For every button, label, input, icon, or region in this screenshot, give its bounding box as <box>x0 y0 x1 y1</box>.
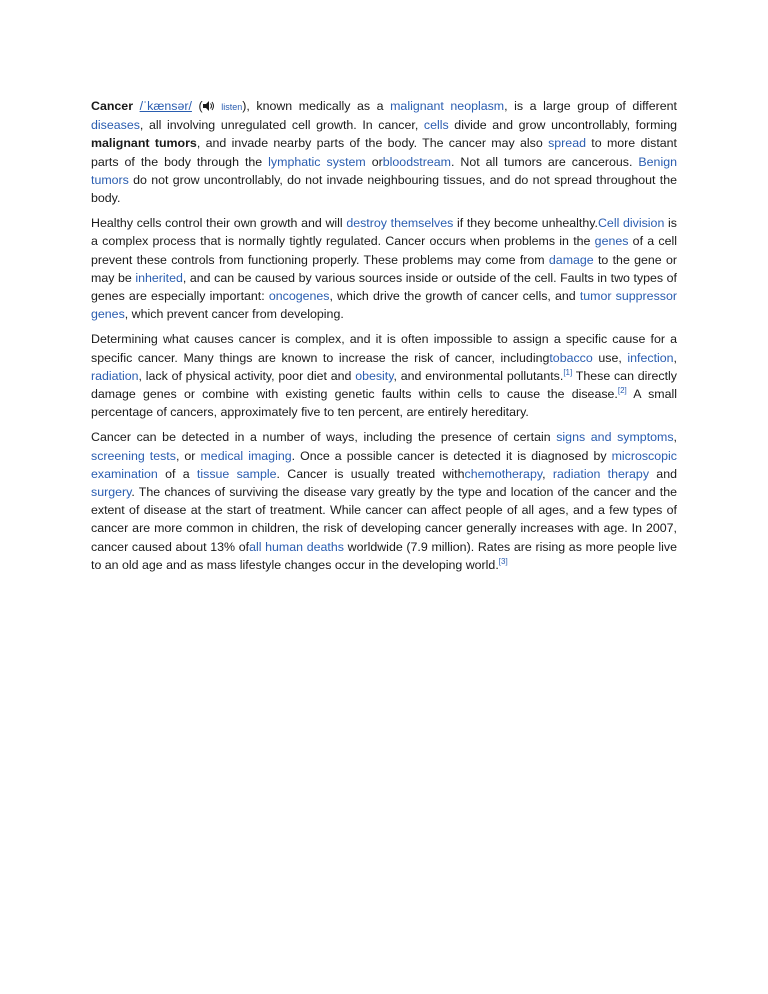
text-segment: to more distant parts of the body through the <box>91 136 678 169</box>
text-segment: , or <box>175 448 201 463</box>
bold-malignant-tumors: malignant tumors <box>91 136 197 151</box>
link-chemotherapy[interactable]: chemotherapy <box>464 466 543 481</box>
text-segment: to the gene or may be <box>91 252 677 285</box>
text-segment: divide and grow uncontrollably, forming <box>448 118 677 133</box>
text-segment: . Once a possible cancer is detected it is diagnosed by <box>291 448 612 463</box>
link-radiation-therapy[interactable]: radiation therapy <box>552 466 650 481</box>
link-genes[interactable]: genes <box>594 234 629 249</box>
text-segment: . Cancer is usually treated with <box>276 466 465 481</box>
text-segment: , is a large group of different <box>504 99 677 113</box>
ipa-pronunciation-link[interactable]: /ˈkænsər/ <box>139 99 192 113</box>
text-segment: use, <box>592 350 628 365</box>
link-damage[interactable]: damage <box>548 252 594 267</box>
text-segment: is a complex process that is normally tightly regulated. Cancer occurs when problems in the <box>91 216 677 249</box>
text-segment: A small percentage of cancers, approximately five to ten percent, are entirely hereditary. <box>91 387 677 420</box>
link-malignant-neoplasm[interactable]: malignant neoplasm <box>390 99 505 113</box>
text-segment: , which drive the growth of cancer cells, and <box>329 289 580 304</box>
link-signs-and-symptoms[interactable]: signs and symptoms <box>556 430 674 445</box>
paragraph-detection-treatment <box>91 428 677 574</box>
text-segment: worldwide (7.9 million). Rates are rising as more people live to an old age and as mass lifestyle changes occur in the developing world. <box>91 539 677 572</box>
listen-link[interactable]: listen <box>221 102 243 112</box>
link-microscopic-examination[interactable]: microscopic examination <box>91 448 677 481</box>
link-medical-imaging[interactable]: medical imaging <box>200 448 292 463</box>
reference-3[interactable]: [3] <box>498 556 508 566</box>
text-segment: Cancer can be detected in a number of ways, including the presence of certain <box>91 430 557 445</box>
paragraph-risk-factors <box>91 330 677 421</box>
paragraph-intro <box>91 97 677 207</box>
link-obesity[interactable]: obesity <box>355 368 394 383</box>
speaker-icon <box>203 101 215 111</box>
text-segment: and <box>649 466 677 481</box>
text-segment: , and environmental pollutants. <box>393 368 564 383</box>
text-segment: of a cell prevent these controls from functioning properly. These problems may come from <box>91 234 677 267</box>
text-segment: ( <box>191 99 203 113</box>
listen-audio-button[interactable] <box>203 99 243 113</box>
link-benign-tumors[interactable]: Benign tumors <box>91 154 677 187</box>
text-segment: , which prevent cancer from developing. <box>124 307 344 322</box>
text-segment: Determining what causes cancer is complex, and it is often impossible to assign a specific cause for a specific cancer. Many things are known to increase the risk of cancer, including <box>91 332 677 365</box>
link-cell-division[interactable]: Cell division <box>597 216 665 231</box>
reference-2[interactable]: [2] <box>617 385 627 395</box>
text-segment: These can directly damage genes or combine with existing genetic faults within cells to cause the disease. <box>91 368 677 402</box>
text-segment: , <box>673 350 677 365</box>
link-oncogenes[interactable]: oncogenes <box>268 289 330 304</box>
link-lymphatic-system[interactable]: lymphatic system <box>268 154 366 169</box>
article-body <box>91 97 677 581</box>
text-segment: , all involving unregulated cell growth. In cancer, <box>139 118 424 133</box>
article-term: Cancer <box>91 99 134 113</box>
link-inherited[interactable]: inherited <box>135 270 183 285</box>
link-surgery[interactable]: surgery <box>91 485 132 500</box>
text-segment: if they become unhealthy. <box>453 216 598 231</box>
text-segment: , and invade nearby parts of the body. The cancer may also <box>196 136 549 151</box>
link-radiation[interactable]: radiation <box>91 368 139 383</box>
text-segment: , <box>673 430 677 445</box>
text-segment: . Not all tumors are cancerous. <box>450 154 639 169</box>
link-destroy-themselves[interactable]: destroy themselves <box>346 216 454 231</box>
text-segment: or <box>365 154 383 169</box>
link-diseases[interactable]: diseases <box>91 118 140 133</box>
text-segment: do not grow uncontrollably, do not invade neighbouring tissues, and do not spread throughout the body. <box>91 172 677 206</box>
text-segment: , known medically as a <box>246 99 391 113</box>
link-tissue-sample[interactable]: tissue sample <box>196 466 277 481</box>
link-all-human-deaths[interactable]: all human deaths <box>249 539 344 554</box>
paragraph-causes-cell <box>91 214 677 323</box>
link-cells[interactable]: cells <box>423 118 449 133</box>
link-spread[interactable]: spread <box>548 136 586 151</box>
link-screening-tests[interactable]: screening tests <box>91 448 176 463</box>
text-segment: Healthy cells control their own growth and will <box>91 216 347 231</box>
reference-1[interactable]: [1] <box>563 367 573 377</box>
link-bloodstream[interactable]: bloodstream <box>382 154 451 169</box>
text-segment: of a <box>157 466 197 481</box>
link-infection[interactable]: infection <box>627 350 674 365</box>
link-tobacco[interactable]: tobacco <box>549 350 593 365</box>
text-segment: , <box>542 466 553 481</box>
text-segment: , and can be caused by various sources inside or outside of the cell. Faults in two types of genes are especially important: <box>91 270 678 304</box>
link-tumor-suppressor-genes[interactable]: tumor suppressor genes <box>91 289 677 322</box>
text-segment: ) <box>242 99 247 113</box>
text-segment: . The chances of surviving the disease vary greatly by the type and location of the cancer and the extent of disease at the start of treatment. While cancer can affect people of all ages, and a few types of cancer are more common in children, the risk of developing cancer generally increases with age. In 2007, cancer caused about 13% of <box>91 485 677 554</box>
text-segment: , lack of physical activity, poor diet and <box>138 368 356 383</box>
